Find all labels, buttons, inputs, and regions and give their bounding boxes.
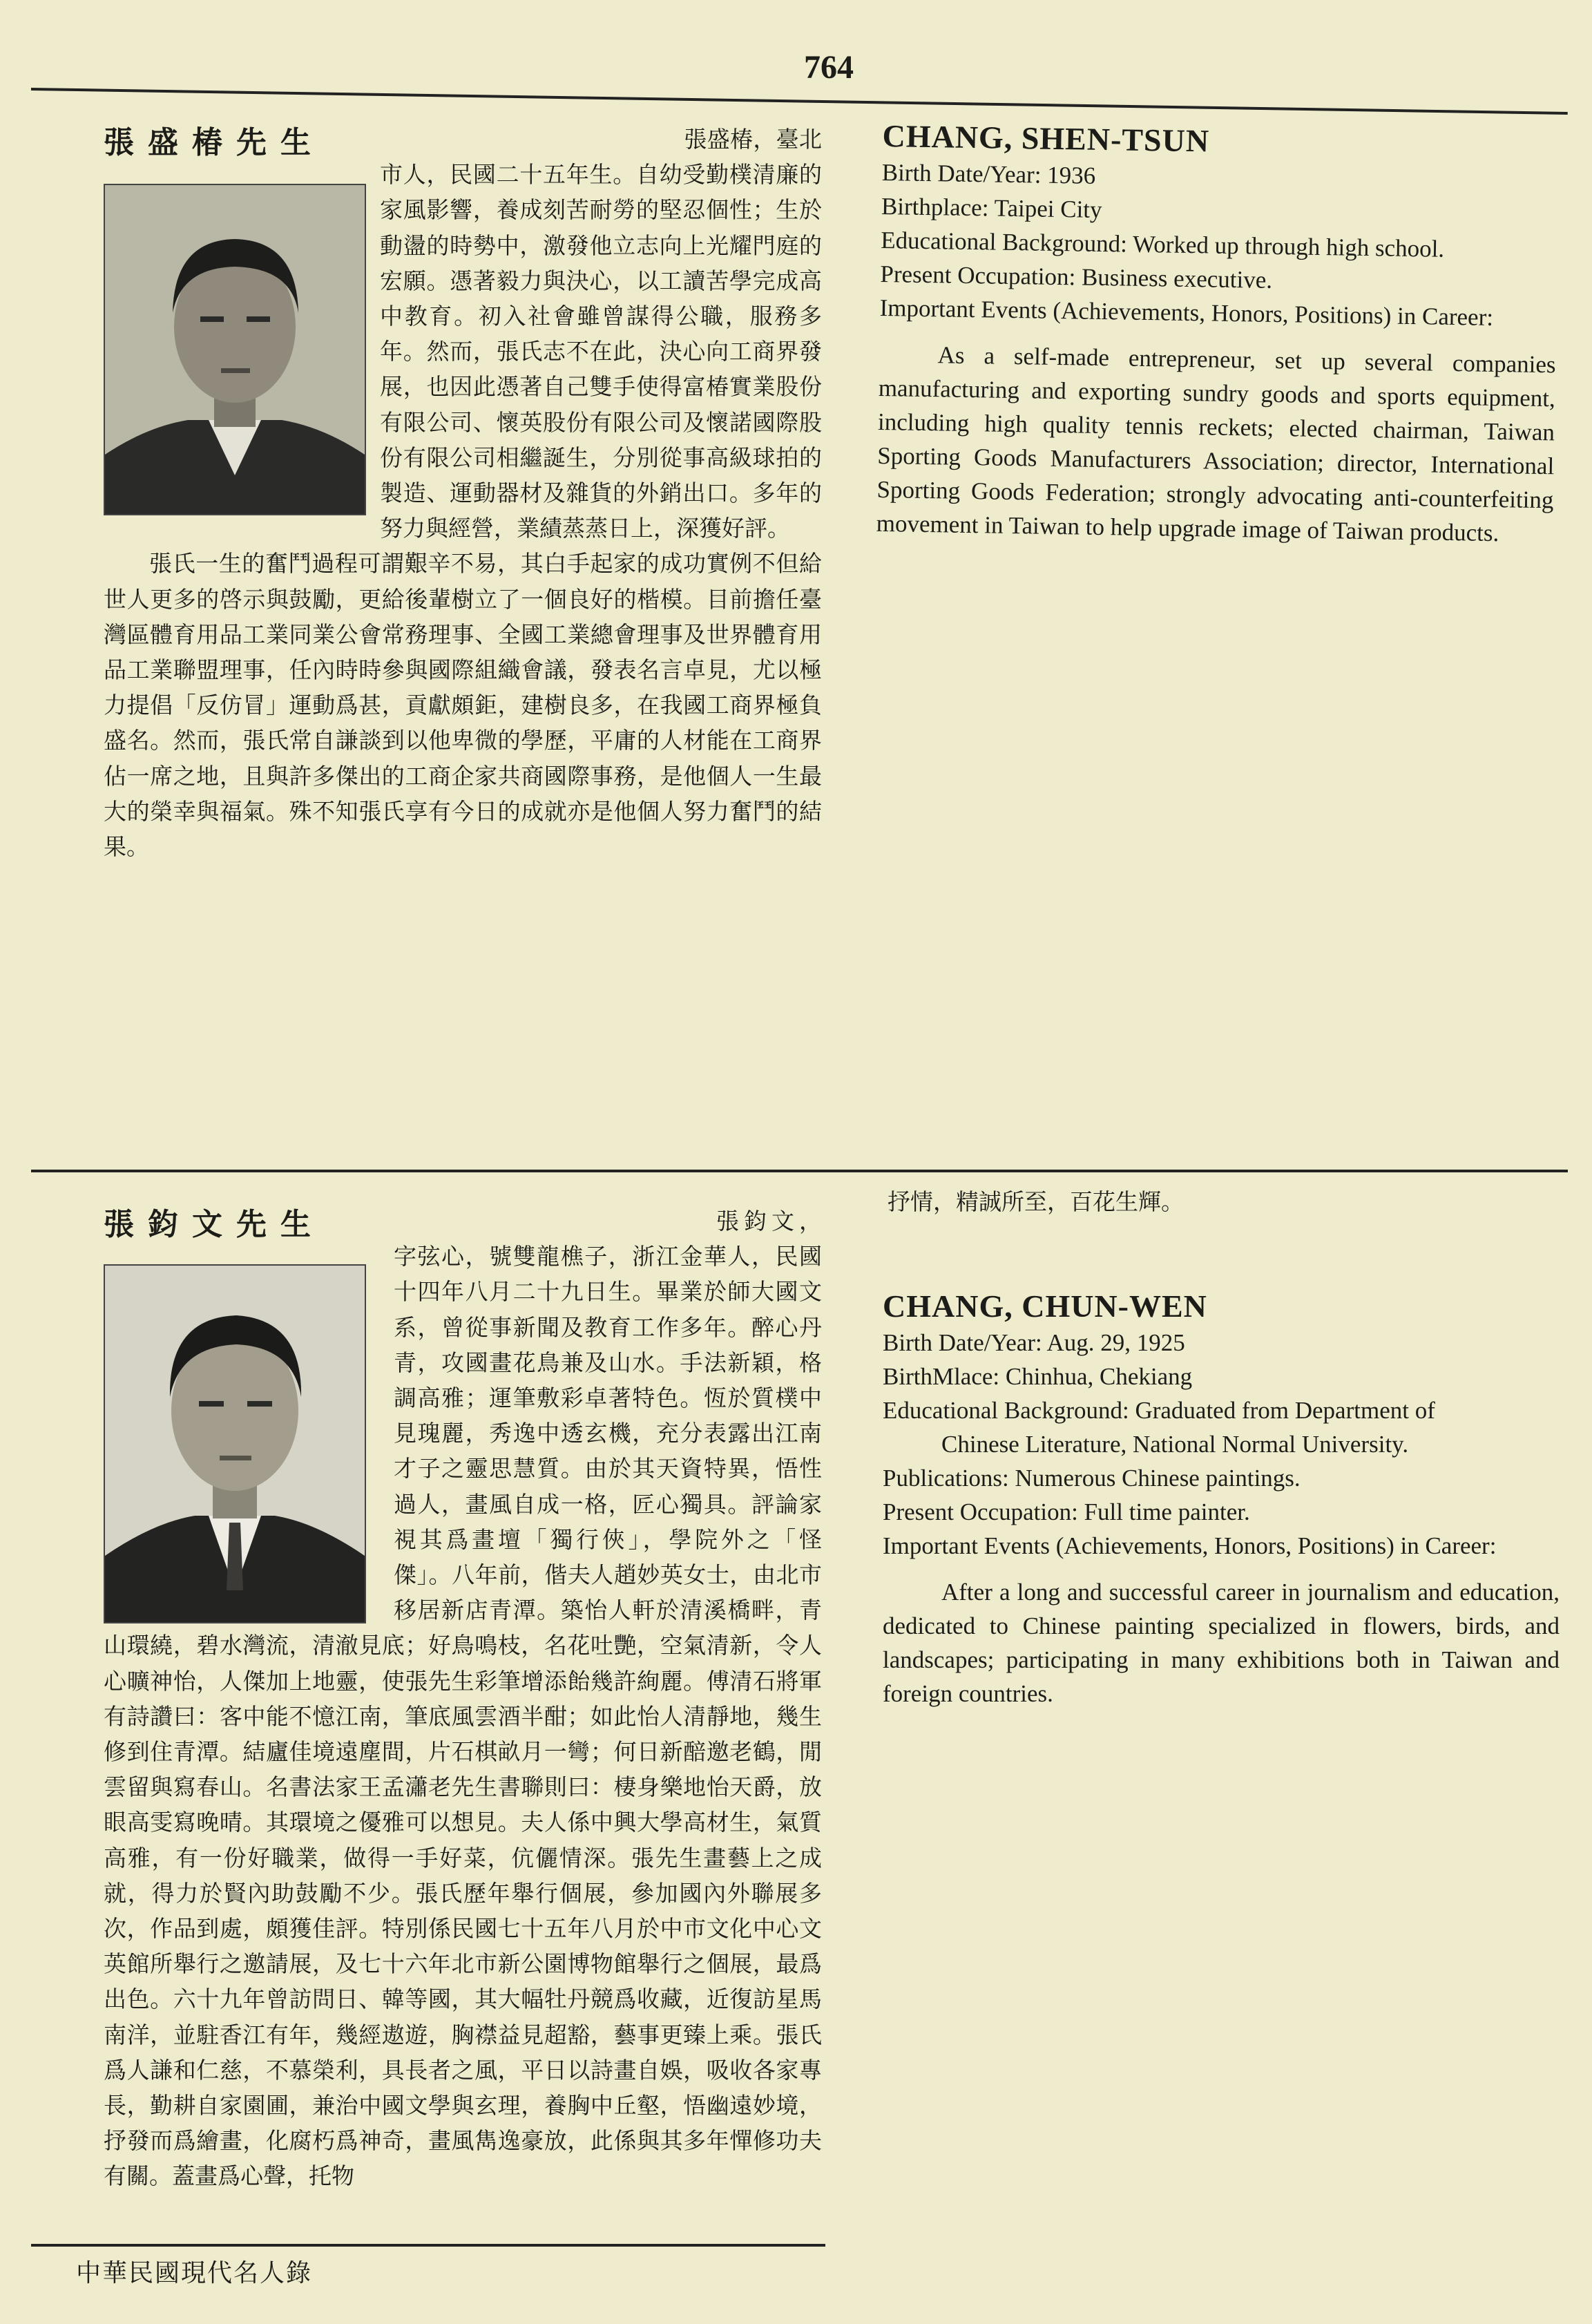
book-title-footer: 中華民國現代名人錄	[76, 2259, 313, 2287]
cn-paragraph-1: 張鈞文，字弦心，號雙龍樵子，浙江金華人，民國十四年八月二十九日生。畢業於師大國文系，曾從事新聞及教育工作多年。醉心丹青，攻國畫花鳥兼及山水。手法新穎，格調高雅；運筆敷彩卓著特色。恆於質樸中見瑰麗，秀逸中透玄機，充分表露出江南才子之靈思慧質。由於其天資特異，悟性過人，畫風自成一格，匠心獨具。評論家視其爲畫壇「獨行俠」，學院外之「怪傑」。八年前，偕夫人趙妙英女士，由北市移居新店青潭。築怡人軒於清溪橋畔，青山環繞，碧水灣流，清澈見底；好鳥鳴枝，名花吐艷，空氣清新，令人心曠神怡，人傑加上地靈，使張先生彩筆增添飴幾許絢麗。傅清石將軍有詩讚曰：客中能不憶江南，筆底風雲酒半酣；如此怡人清靜地，幾生修到住青潭。結廬佳境遠塵間，片石棋畝月一彎；何日新醅邀老鶴，閒雲留與寫春山。名書法家王孟瀟老先生書聯則曰：棲身樂地怡天爵，放眼高雯寫晚晴。其環境之優雅可以想見。夫人係中興大學高材生，氣質高雅，有一份好職業，做得一手好菜，伉儷情深。張先生畫藝上之成就，得力於賢內助鼓勵不少。張氏歷年舉行個展，參加國內外聯展多次，作品到處，頗獲佳評。特別係民國七十五年八月於中市文化中心文英館所舉行之邀請展，及七十六年北市新公園博物館舉行之個展，最爲出色。六十九年曾訪問日、韓等國，其大幅牡丹競爲收藏，近復訪星馬南洋，並駐香江有年，幾經遨遊，胸襟益見超豁，藝事更臻上乘。張氏爲人謙和仁慈，不慕榮利，具長者之風，平日以詩畫自娛，吸收各家專長，勤耕自家園圃，兼治中國文學與玄理，養胸中丘壑，悟幽遠妙境，抒發而爲繪畫，化腐朽爲神奇，畫風雋逸豪放，此係與其多年憚修功夫有關。蓋畫爲心聲，托物	[104, 1208, 822, 2190]
entry-divider	[31, 1170, 1568, 1172]
important-events-text: As a self-made entrepreneur, set up several companies manufacturing and exporting sundry goods and sports equipment, including high quality tennis reckets; elected chairman, Taiwan Sporting Goods Manufacturers Association; director, International Sporting Goods Federation; strongly advocating anti-counterfeiting movement in Taiwan to help upgrade image of Taiwan products.	[876, 341, 1556, 547]
cn-paragraph-1: 張盛椿，臺北市人，民國二十五年生。自幼受勤樸清廉的家風影響，養成刻苦耐勞的堅忍個性；生於動盪的時勢中，激發他立志向上光耀門庭的宏願。憑著毅力與決心，以工讀苦學完成高中教育。初入社會雖曾謀得公職，服務多年。然而，張氏志不在此，決心向工商界發展，也因此憑著自己雙手使得富椿實業股份有限公司、懷英股份有限公司及懷諾國際股份有限公司相繼誕生，分別從事高級球拍的製造、運動器材及雜貨的外銷出口。多年的努力與經營，業績蒸蒸日上，深獲好評。	[380, 126, 822, 542]
entry-cn-biography	[104, 1203, 822, 2194]
en-name: CHANG, CHUN-WEN	[883, 1288, 1207, 1324]
important-events-label: Important Events (Achievements, Honors, Positions) in Career:	[879, 294, 1494, 331]
footer-rule	[31, 2244, 825, 2247]
cn-paragraph-continuation: 抒情，精誠所至，百花生輝。	[888, 1188, 1184, 1215]
portrait-spacer	[104, 1203, 394, 1628]
publications: Publications: Numerous Chinese paintings.	[883, 1465, 1301, 1492]
important-events-text: After a long and successful career in journalism and education, dedicated to Chinese painting specialized in flowers, birds, and landscapes; participating in many exhibitions both in Taiwan and foreign countries.	[883, 1579, 1560, 1707]
educational-background-continued: Chinese Literature, National Normal University.	[941, 1431, 1409, 1458]
entry-en-biography	[883, 1289, 1560, 1711]
educational-background: Educational Background: Graduated from Department of	[883, 1397, 1435, 1424]
birth-date: Birth Date/Year: Aug. 29, 1925	[883, 1329, 1185, 1356]
header-rule	[31, 88, 1568, 115]
cn-paragraph-2: 張氏一生的奮鬥過程可謂艱辛不易，其白手起家的成功實例不但給世人更多的啓示與鼓勵，更給後輩樹立了一個良好的楷模。目前擔任臺灣區體育用品工業同業公會常務理事、全國工業總會理事及世界體育用品工業聯盟理事，任內時時參與國際組織會議，發表名言卓見，尤以極力提倡「反仿冒」運動爲甚，貢獻頗鉅，建樹良多，在我國工商界極負盛名。然而，張氏常自謙談到以他卑微的學歷，平庸的人材能在工商界佔一席之地，且與許多傑出的工商企家共商國際事務，是他個人一生最大的榮幸與福氣。殊不知張氏享有今日的成就亦是他個人努力奮鬥的結果。	[104, 550, 822, 861]
birth-date: Birth Date/Year: 1936	[881, 158, 1096, 189]
birthplace: BirthMlace: Chinhua, Chekiang	[883, 1363, 1193, 1390]
entry-cn-name: 張盛椿先生	[104, 125, 325, 160]
portrait-spacer	[104, 122, 380, 517]
en-name: CHANG, SHEN-TSUN	[882, 118, 1210, 159]
important-events-label: Important Events (Achievements, Honors, Positions) in Career:	[883, 1532, 1497, 1559]
present-occupation: Present Occupation: Full time painter.	[883, 1498, 1250, 1525]
entry-cn-biography	[104, 122, 822, 864]
birthplace: Birthplace: Taipei City	[881, 192, 1102, 224]
page-number: 764	[804, 49, 854, 86]
present-occupation: Present Occupation: Business executive.	[880, 260, 1273, 294]
entry-en-biography	[876, 119, 1559, 551]
educational-background: Educational Background: Worked up through high school.	[880, 226, 1445, 263]
entry-cn-name: 張鈞文先生	[104, 1207, 325, 1242]
